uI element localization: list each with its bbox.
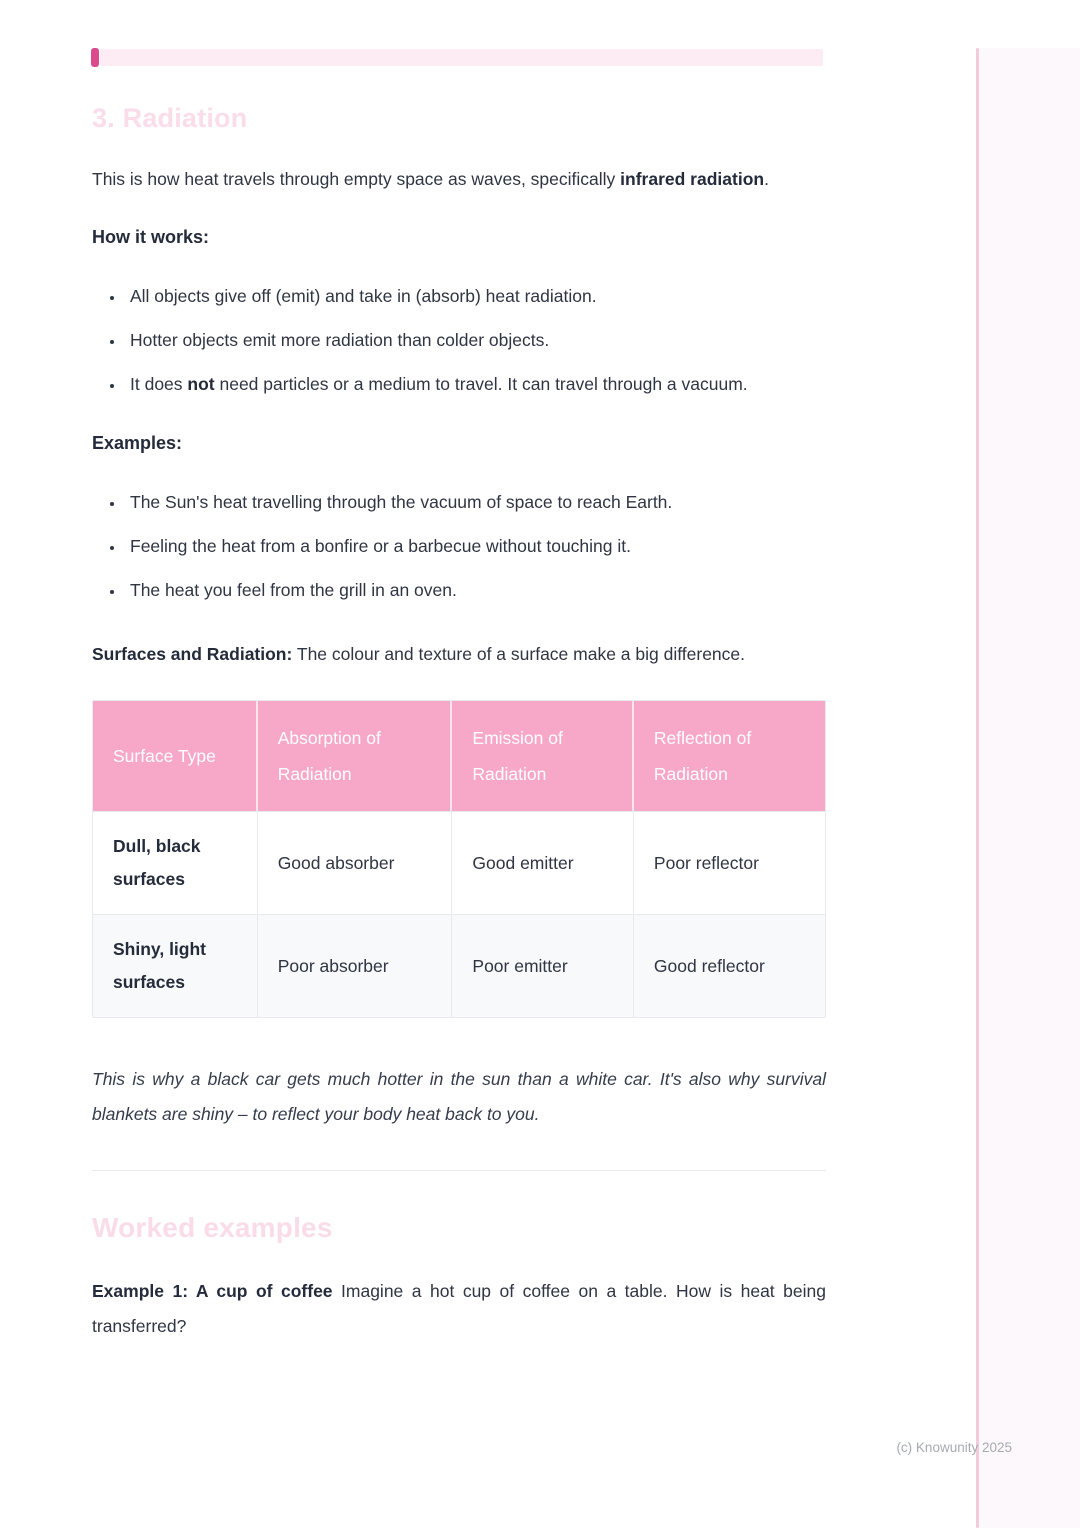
intro-bold-text: infrared radiation xyxy=(620,169,765,189)
table-row xyxy=(93,811,825,914)
table-cell: Good absorber xyxy=(258,811,453,914)
surfaces-paragraph xyxy=(92,637,826,672)
list-item xyxy=(125,279,826,313)
table-cell: Good reflector xyxy=(634,914,825,1017)
document-content xyxy=(92,102,826,1344)
table-row xyxy=(93,914,825,1017)
table-cell: Poor absorber xyxy=(258,914,453,1017)
list-item-text-end: need particles or a medium to travel. It can travel through a vacuum. xyxy=(214,374,748,394)
table-cell: Good emitter xyxy=(452,811,634,914)
list-item xyxy=(125,485,826,519)
surfaces-lead-bold: Surfaces and Radiation: xyxy=(92,644,293,664)
accent-bar-cap xyxy=(91,48,99,67)
table-cell-surface: Dull, black surfaces xyxy=(93,811,258,914)
table-header-cell: Surface Type xyxy=(93,701,258,811)
intro-text: This is how heat travels through empty space as waves, specifically xyxy=(92,169,621,189)
table-header-cell: Reflection of Radiation xyxy=(634,701,825,811)
table-cell: Poor reflector xyxy=(634,811,825,914)
intro-text-end: . xyxy=(764,169,769,189)
accent-bar-line xyxy=(100,49,823,66)
italic-note: This is why a black car gets much hotter in the sun than a white car. It's also why survival blankets are shiny – to reflect your body heat back to you. xyxy=(92,1069,826,1124)
section-title-radiation: 3. Radiation xyxy=(92,103,248,133)
how-it-works-heading: How it works: xyxy=(92,227,210,247)
intro-paragraph xyxy=(92,162,826,197)
accent-bar xyxy=(91,48,824,67)
list-item-text: It does xyxy=(130,374,188,394)
surfaces-lead-rest: The colour and texture of a surface make a big difference. xyxy=(292,644,746,664)
page-edge-line xyxy=(976,48,979,1528)
example1-paragraph xyxy=(92,1274,826,1344)
section-divider xyxy=(92,1170,826,1171)
list-item-text: Feeling the heat from a bonfire or a barbecue without touching it. xyxy=(130,536,631,556)
copyright-footer: (c) Knowunity 2025 xyxy=(896,1440,1012,1455)
list-item xyxy=(125,323,826,357)
how-it-works-list xyxy=(92,279,826,401)
list-item xyxy=(125,529,826,563)
page-margin-tint xyxy=(979,48,1080,1528)
example1-bold: Example 1: A cup of coffee xyxy=(92,1281,333,1301)
table-cell-surface: Shiny, light surfaces xyxy=(93,914,258,1017)
table-cell: Poor emitter xyxy=(452,914,634,1017)
worked-examples-title: Worked examples xyxy=(92,1212,333,1243)
list-item-text: The Sun's heat travelling through the vacuum of space to reach Earth. xyxy=(130,492,673,512)
example1-text: Imagine a hot cup of coffee on a table. How is heat being transferred? xyxy=(92,1281,826,1336)
table-header-cell: Emission of Radiation xyxy=(452,701,634,811)
surfaces-radiation-table xyxy=(92,700,826,1018)
table-header-cell: Absorption of Radiation xyxy=(258,701,453,811)
examples-heading: Examples: xyxy=(92,433,183,453)
examples-list xyxy=(92,485,826,607)
list-item-bold-text: not xyxy=(187,374,215,394)
list-item-text: Hotter objects emit more radiation than colder objects. xyxy=(130,330,550,350)
table-header-row xyxy=(93,701,825,811)
list-item-text: All objects give off (emit) and take in (absorb) heat radiation. xyxy=(130,286,597,306)
list-item-text: The heat you feel from the grill in an oven. xyxy=(130,580,457,600)
list-item xyxy=(125,367,826,401)
list-item xyxy=(125,573,826,607)
